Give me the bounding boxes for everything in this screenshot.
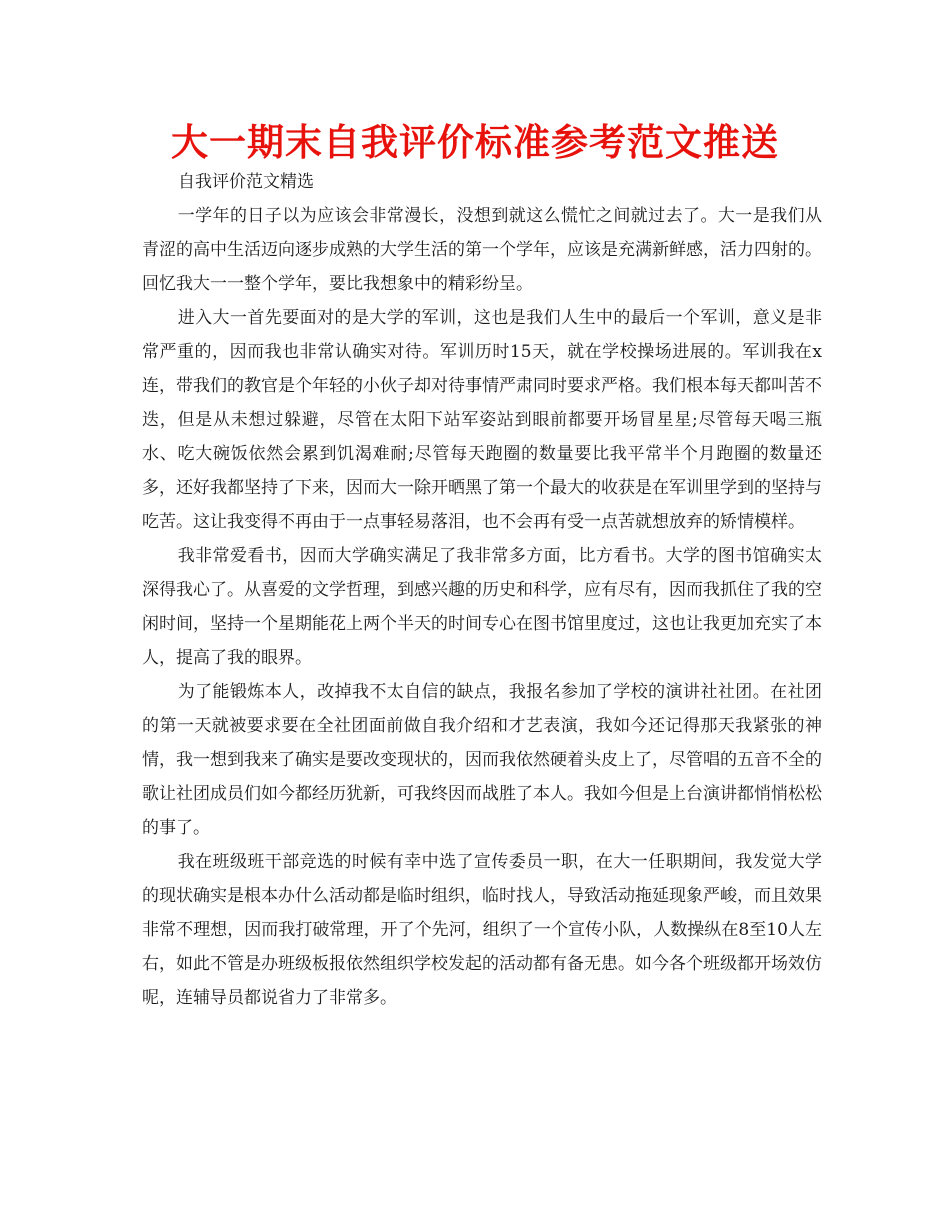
paragraph-5: 我在班级班干部竞选的时候有幸中选了宣传委员一职，在大一任职期间，我发觉大学的现状确实是根本办什么活动都是临时组织，临时找人，导致活动拖延现象严峻，而且效果非常不理想，因而我打破常理，开了个先河，组织了一个宣传小队，人数操纵在8至10人左右，如此不管是办班级板报依然组织学校发起的活动都有备无患。如今各个班级都开场效仿呢，连辅导员都说省力了非常多。 (142, 852, 822, 1008)
paragraph-4: 为了能锻炼本人，改掉我不太自信的缺点，我报名参加了学校的演讲社社团。在社团的第一天就被要求要在全社团面前做自我介绍和才艺表演，我如今还记得那天我紧张的神情，我一想到我来了确实是要改变现状的，因而我依然硬着头皮上了，尽管唱的五音不全的歌让社团成员们如今都经历犹新，可我终因而战胜了本人。我如今但是上台演讲都悄悄松松的事了。 (142, 682, 822, 838)
paragraph-3: 我非常爱看书，因而大学确实满足了我非常多方面，比方看书。大学的图书馆确实太深得我心了。从喜爱的文学哲理，到感兴趣的历史和科学，应有尽有，因而我抓住了我的空闲时间，坚持一个星期能花上两个半天的时间专心在图书馆里度过，这也让我更加充实了本人，提高了我的眼界。 (142, 546, 822, 668)
paragraph-1: 一学年的日子以为应该会非常漫长，没想到就这么慌忙之间就过去了。大一是我们从青涩的高中生活迈向逐步成熟的大学生活的第一个学年，应该是充满新鲜感，活力四射的。回忆我大一一整个学年，要比我想象中的精彩纷呈。 (142, 206, 822, 294)
paragraph-2: 进入大一首先要面对的是大学的军训，这也是我们人生中的最后一个军训，意义是非常严重的，因而我也非常认确实对待。军训历时15天，就在学校操场进展的。军训我在x连，带我们的教官是个年轻的小伙子却对待事情严肃同时要求严格。我们根本每天都叫苦不迭，但是从未想过躲避，尽管在太阳下站军姿站到眼前都要开场冒星星;尽管每天喝三瓶水、吃大碗饭依然会累到饥渴难耐;尽管每天跑圈的数量要比我平常半个月跑圈的数量还多，还好我都坚持了下来，因而大一除开晒黑了第一个最大的收获是在军训里学到的坚持与吃苦。这让我变得不再由于一点事轻易落泪，也不会再有受一点苦就想放弃的矫情模样。 (142, 308, 822, 532)
document-title: 大一期末自我评价标准参考范文推送 (171, 121, 779, 164)
document-body (142, 199, 822, 1015)
document-subtitle: 自我评价范文精选 (178, 172, 314, 192)
